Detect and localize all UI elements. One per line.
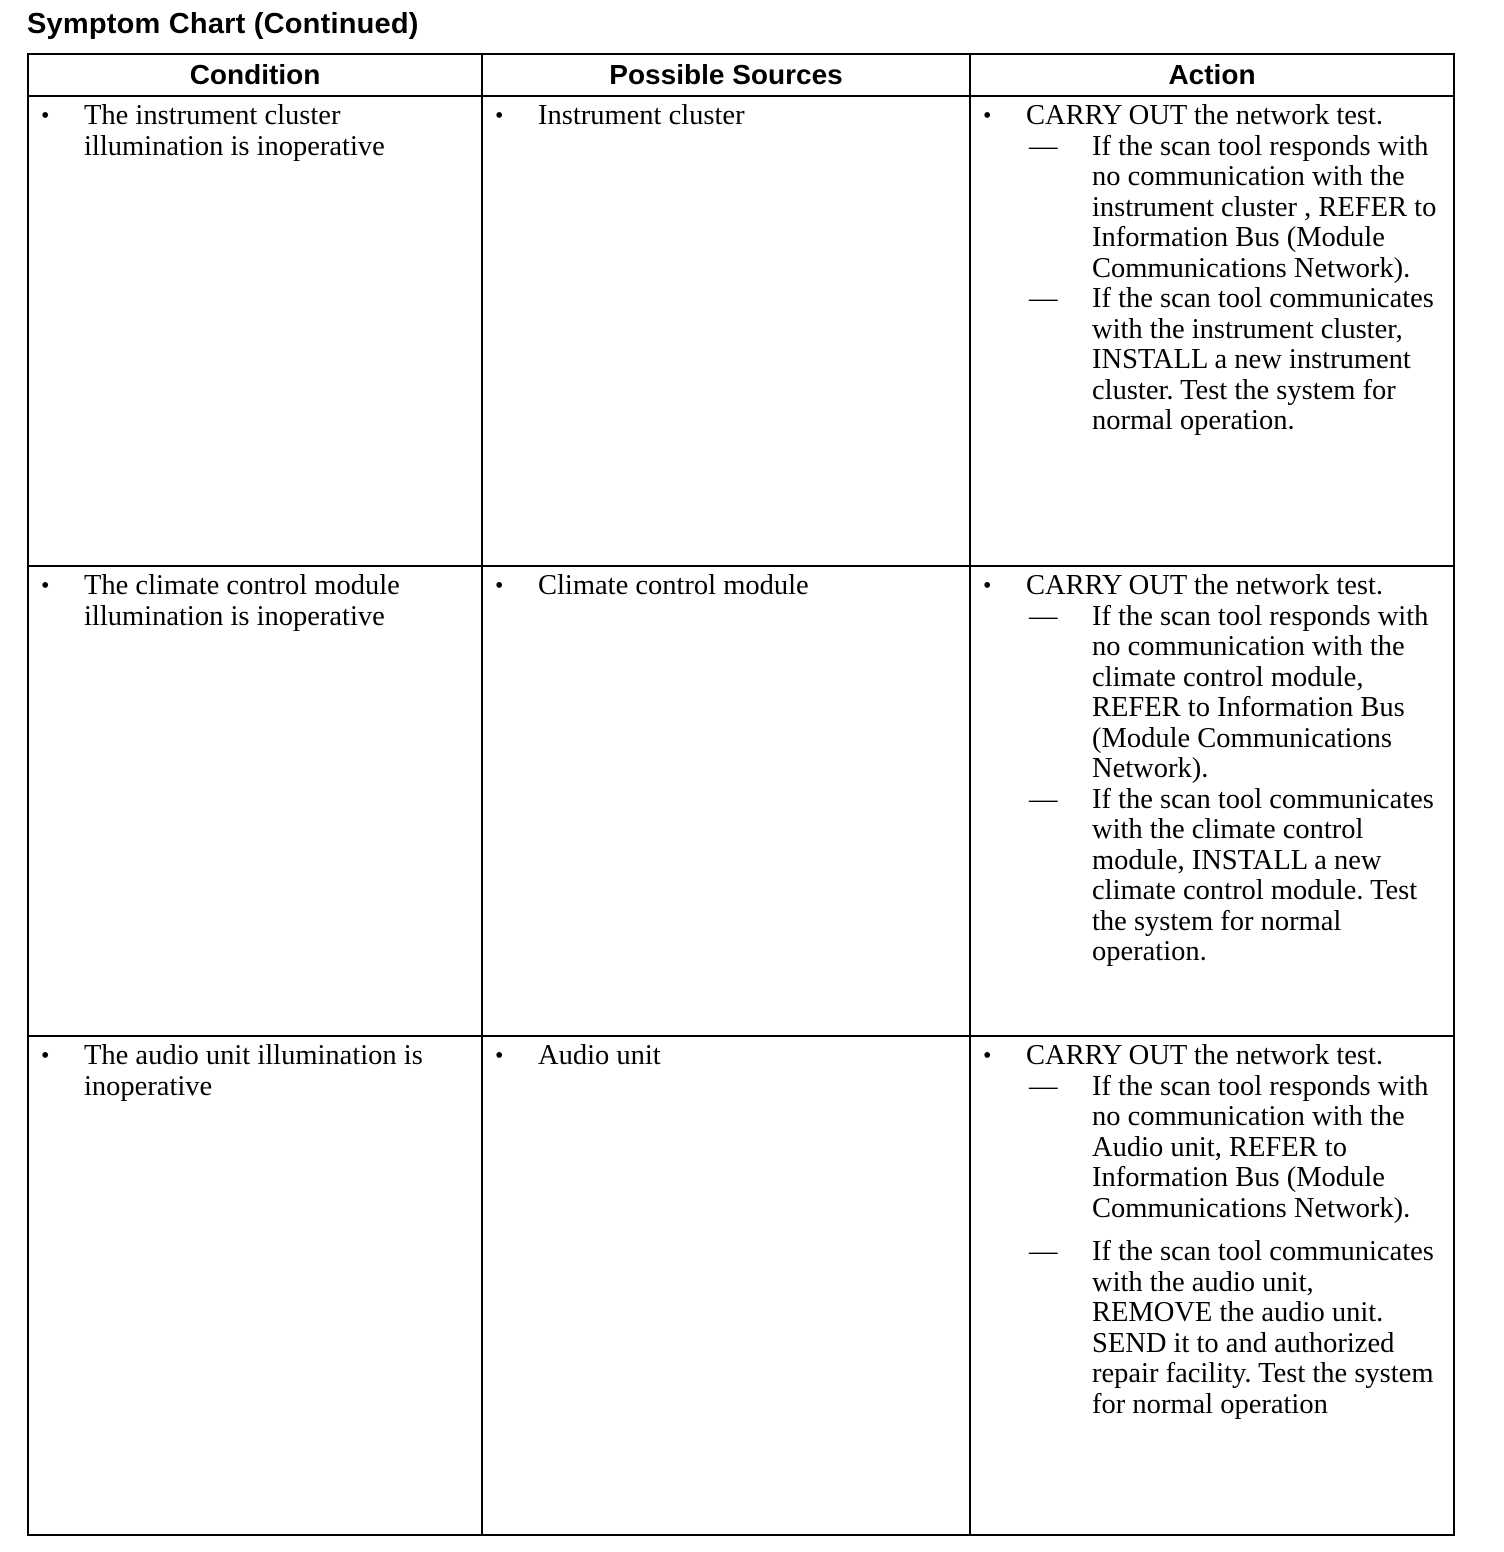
- action-cell: [970, 566, 1454, 1036]
- action-sub-text: If the scan tool communicates with the climate control module, INSTALL a new climate control module. Test the system for normal operation.: [1092, 783, 1434, 967]
- condition-item: [29, 97, 481, 162]
- action-cell: [970, 96, 1454, 566]
- condition-text: The instrument cluster illumination is inoperative: [84, 100, 385, 162]
- dash-icon: —: [1029, 130, 1058, 162]
- action-subitem: [971, 1237, 1453, 1420]
- source-cell: [482, 1036, 970, 1535]
- action-subitem: [971, 1072, 1453, 1225]
- dash-icon: —: [1029, 283, 1058, 314]
- condition-cell: [28, 96, 482, 566]
- header-condition: Condition: [28, 54, 482, 96]
- page-title: Symptom Chart (Continued): [27, 8, 419, 40]
- action-main-text: CARRY OUT the network test.: [1026, 1040, 1384, 1071]
- source-item: [483, 1037, 969, 1072]
- action-sub-text: If the scan tool responds with no communication with the climate control module, REFER to Information Bus (Module Communications Network).: [1092, 600, 1429, 784]
- bullet-icon: •: [41, 573, 50, 599]
- action-cell: [970, 1036, 1454, 1535]
- action-subitem: [971, 132, 1453, 285]
- source-text: Audio unit: [538, 1040, 661, 1071]
- action-sub-text: If the scan tool communicates with the instrument cluster, INSTALL a new instrument cluster. Test the system for normal operation.: [1092, 283, 1434, 436]
- dash-icon: —: [1029, 600, 1058, 632]
- bullet-icon: •: [983, 1043, 992, 1069]
- dash-icon: —: [1029, 783, 1058, 815]
- condition-text: The audio unit illumination is inoperative: [84, 1040, 423, 1102]
- action-item: [971, 567, 1453, 602]
- action-main-text: CARRY OUT the network test.: [1026, 100, 1384, 131]
- dash-icon: —: [1029, 1236, 1058, 1267]
- bullet-icon: •: [495, 573, 504, 599]
- table-row: [28, 1036, 1454, 1535]
- condition-text: The climate control module illumination is inoperative: [84, 570, 400, 632]
- action-sub-text: If the scan tool communicates with the audio unit, REMOVE the audio unit. SEND it to and authorized repair facility. Test the system for normal operation: [1092, 1236, 1434, 1420]
- header-possible-sources: Possible Sources: [482, 54, 970, 96]
- table-row: [28, 96, 1454, 566]
- condition-item: [29, 1037, 481, 1102]
- action-main-text: CARRY OUT the network test.: [1026, 570, 1384, 601]
- action-item: [971, 1037, 1453, 1072]
- action-item: [971, 97, 1453, 132]
- source-item: [483, 567, 969, 602]
- action-subitem: [971, 785, 1453, 968]
- bullet-icon: •: [495, 103, 504, 129]
- table-row: [28, 566, 1454, 1036]
- action-subitem: [971, 284, 1453, 437]
- source-item: [483, 97, 969, 132]
- source-cell: [482, 566, 970, 1036]
- condition-cell: [28, 566, 482, 1036]
- action-sub-text: If the scan tool responds with no communication with the Audio unit, REFER to Information Bus (Module Communications Network).: [1092, 1070, 1429, 1224]
- header-action: Action: [970, 54, 1454, 96]
- bullet-icon: •: [41, 1043, 50, 1069]
- bullet-icon: •: [983, 103, 992, 129]
- source-cell: [482, 96, 970, 566]
- header-row: [28, 54, 1454, 96]
- source-text: Instrument cluster: [538, 100, 745, 131]
- source-text: Climate control module: [538, 570, 809, 601]
- bullet-icon: •: [41, 103, 50, 129]
- condition-item: [29, 567, 481, 632]
- bullet-icon: •: [983, 573, 992, 599]
- symptom-chart-table: [27, 53, 1455, 1536]
- bullet-icon: •: [495, 1043, 504, 1069]
- dash-icon: —: [1029, 1070, 1058, 1102]
- action-sub-text: If the scan tool responds with no communication with the instrument cluster , REFER to Information Bus (Module Communications Network).: [1092, 130, 1437, 284]
- condition-cell: [28, 1036, 482, 1535]
- action-subitem: [971, 602, 1453, 785]
